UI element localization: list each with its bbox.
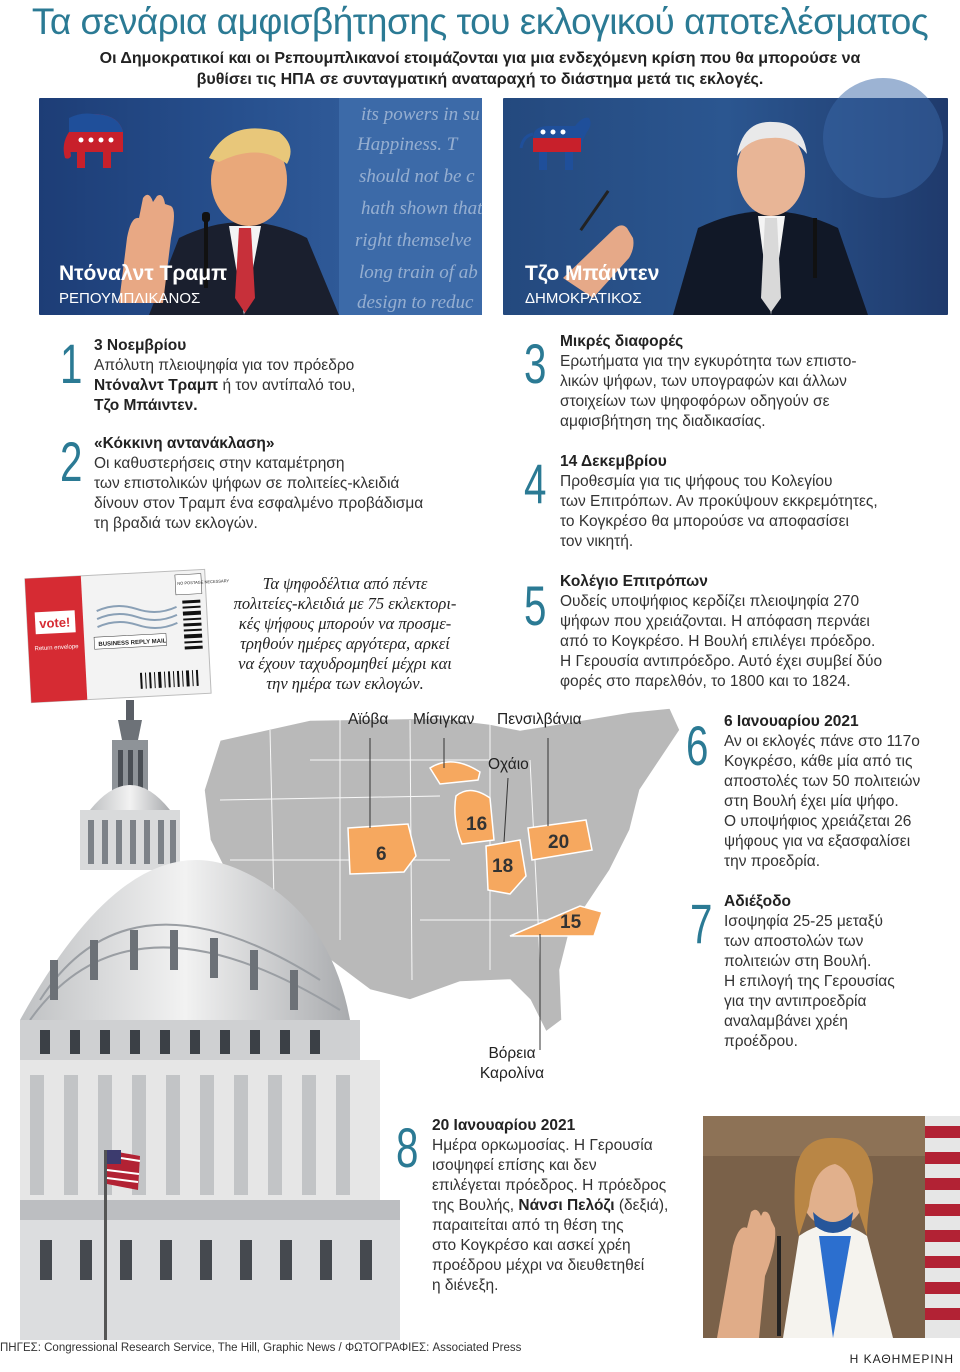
- step-title: Αδιέξοδο: [724, 893, 791, 910]
- step-line: Ουδείς υποψήφιος κερδίζει πλειοψηφία 270: [560, 593, 860, 610]
- donkey-icon: [519, 110, 595, 174]
- step-number: 1: [60, 332, 83, 395]
- step-line: Ντόναλντ Τραμπ ή τον αντίπαλό του,: [94, 377, 356, 394]
- ballot-caption-line: τρηθούν ημέρες αργότερα, αρκεί: [240, 634, 450, 653]
- biden-name: Τζο Μπάιντεν: [525, 262, 660, 285]
- step-line: Ερωτήματα για την εγκυρότητα των επιστο-: [560, 353, 857, 370]
- step-line: λικών ψήφων, των υπογραφών και άλλων: [560, 373, 847, 390]
- step-line: προέδρου μέχρι να διευθετηθεί: [432, 1257, 645, 1274]
- biden-party: ΔΗΜΟΚΡΑΤΙΚΟΣ: [525, 290, 642, 307]
- step-line: των Επιτρόπων. Αν προκύψουν εκκρεμότητες,: [560, 493, 878, 510]
- trump-photo: [39, 98, 482, 315]
- step-title: Κολέγιο Επιτρόπων: [560, 573, 708, 590]
- step-line: ψήφων που χρειάζονται. Η απόφαση περνάει: [560, 613, 870, 630]
- svg-text:Happiness. T: Happiness. T: [357, 134, 458, 155]
- capitol-illustration: [20, 680, 420, 1340]
- step-5: [560, 572, 950, 692]
- ballot-caption: [210, 574, 480, 694]
- return-label: Return envelope: [34, 644, 79, 653]
- biden-bold: Τζο Μπάιντεν.: [94, 397, 198, 414]
- svg-text:should not be c: should not be c: [359, 166, 475, 187]
- state-label-iowa: Αϊόβα: [348, 711, 389, 728]
- step-line: παραιτείται από τη θέση της: [432, 1217, 624, 1234]
- step-number: 8: [396, 1116, 419, 1179]
- step-title: 20 Ιανουαρίου 2021: [432, 1117, 576, 1134]
- step-number: 7: [690, 892, 713, 955]
- step-4: [560, 452, 940, 552]
- step-line: Προθεσμία για τις ψήφους του Κολεγίου: [560, 473, 833, 490]
- postage-label: NO POSTAGE NECESSARY: [177, 578, 230, 586]
- step-number: 5: [524, 574, 547, 637]
- step-line: Αν οι εκλογές πάνε στο 117ο: [724, 733, 920, 750]
- biden-photo: [503, 98, 948, 315]
- step-line: την προεδρία.: [724, 853, 820, 870]
- ballot-caption-line: την ημέρα των εκλογών.: [266, 674, 424, 693]
- votes-michigan: 16: [466, 814, 488, 835]
- step-line: των αποστολών των: [724, 933, 864, 950]
- step-line: [94, 396, 474, 416]
- step-title: 3 Νοεμβρίου: [94, 337, 187, 354]
- step-line: αναλαμβάνει χρέη: [724, 1013, 848, 1030]
- step-line: αμφισβήτηση της διαδικασίας.: [560, 413, 766, 430]
- step-title: 6 Ιανουαρίου 2021: [724, 713, 859, 730]
- step-line: Ισοψηφία 25-25 μεταξύ: [724, 913, 883, 930]
- step-6: [724, 712, 954, 872]
- step-line: η διένεξη.: [432, 1277, 499, 1294]
- state-label-ohio: Οχάιο: [488, 756, 529, 773]
- step-line: ψήφους για να εξασφαλίσει: [724, 833, 911, 850]
- trump-name: Ντόναλντ Τραμπ: [59, 262, 228, 285]
- step-number: 6: [686, 714, 709, 777]
- step-line: στο Κογκρέσο και ασκεί χρέη: [432, 1237, 631, 1254]
- ballot-caption-line: να έχουν ταχυδρομηθεί μέχρι και: [238, 654, 452, 673]
- reply-label: BUSINESS REPLY MAIL: [98, 638, 167, 649]
- step-line: Ημέρα ορκωμοσίας. Η Γερουσία: [432, 1137, 653, 1154]
- step-title: «Κόκκινη αντανάκλαση»: [94, 435, 275, 452]
- svg-text:hath shown that: hath shown that: [361, 198, 483, 219]
- step-line: Η Γερουσία αντιπρόεδρο. Αυτό έχει συμβεί δύο: [560, 653, 883, 670]
- step-line: στη Βουλή έχει μία ψήφο.: [724, 793, 899, 810]
- votes-iowa: 6: [376, 844, 387, 865]
- sources-credit: ΠΗΓΕΣ: Congressional Research Service, The Hill, Graphic News / ΦΩΤΟΓΡΑΦΙΕΣ: Associated Press: [0, 1342, 522, 1354]
- step-number: 4: [524, 452, 547, 515]
- step-line: για την αντιπροεδρία: [724, 993, 867, 1010]
- ballot-caption-line: Τα ψηφοδέλτια από πέντε: [262, 574, 428, 593]
- step-line: Ο υποψήφιος χρειάζεται 26: [724, 813, 912, 830]
- step-title: Μικρές διαφορές: [560, 333, 684, 350]
- elephant-icon: [61, 110, 131, 172]
- step-line: πολιτειών στη Βουλή.: [724, 953, 872, 970]
- state-label-line: Βόρεια: [488, 1045, 536, 1062]
- step-line: από το Κογκρέσο. Η Βουλή επιλέγει πρόεδρο.: [560, 633, 876, 650]
- svg-text:right themselve: right themselve: [355, 230, 472, 251]
- step-line: στοιχείων των ψηφοφόρων οδηγούν σε: [560, 393, 830, 410]
- step-number: 2: [60, 430, 83, 493]
- step-line: ισοψηφεί επίσης και δεν: [432, 1157, 597, 1174]
- step-line: προέδρου.: [724, 1033, 798, 1050]
- step-line: Απόλυτη πλειοψηφία για τον πρόεδρο: [94, 357, 355, 374]
- step-line: Κογκρέσο, κάθε μία από τις: [724, 753, 913, 770]
- votes-ohio: 18: [492, 856, 514, 877]
- page-title: Τα σενάρια αμφισβήτησης του εκλογικού αποτελέσματος: [31, 1, 929, 42]
- svg-text:long train of ab: long train of ab: [359, 262, 478, 283]
- vote-label: vote!: [38, 614, 71, 632]
- step-line: τον νικητή.: [560, 533, 634, 550]
- pelosi-bold: Νάνσι Πελόζι: [518, 1197, 615, 1214]
- state-label-pennsylvania: Πενσιλβάνια: [497, 711, 582, 728]
- trump-bold: Ντόναλντ Τραμπ: [94, 377, 219, 394]
- state-label-michigan: Μίσιγκαν: [413, 711, 475, 728]
- trump-party: ΡΕΠΟΥΜΠΛΙΚΑΝΟΣ: [59, 290, 201, 307]
- step-title: 14 Δεκεμβρίου: [560, 453, 667, 470]
- step-line: δίνουν στον Τραμπ ένα εσφαλμένο προβάδισμα: [94, 495, 424, 512]
- step-number: 3: [524, 332, 547, 395]
- publisher-logo: Η ΚΑΘΗΜΕΡΙΝΗ: [849, 1352, 954, 1366]
- step-line: επιλέγεται πρόεδρος. Η πρόεδρος: [432, 1177, 667, 1194]
- step-1: [94, 336, 474, 416]
- step-line: της Βουλής, Νάνσι Πελόζι (δεξιά),: [432, 1197, 669, 1214]
- step-line: Η επιλογή της Γερουσίας: [724, 973, 895, 990]
- ballot-caption-line: κές ψήφους μπορούν να προσμε-: [238, 614, 452, 633]
- votes-north-carolina: 15: [560, 912, 582, 933]
- svg-text:its powers in su: its powers in su: [361, 104, 480, 125]
- page-subtitle: Οι Δημοκρατικοί και οι Ρεπουμπλικανοί ετοιμάζονται για μια ενδεχόμενη κρίση που θα μπορούσε να βυθίσει τις ΗΠΑ σε συνταγματική αναταραχή το διάστημα μετά τις εκλογές.: [99, 50, 861, 88]
- step-line: φορές στο παρελθόν, το 1800 και το 1824.: [560, 673, 851, 690]
- state-label-line: Καρολίνα: [479, 1065, 545, 1082]
- step-line: Οι καθυστερήσεις στην καταμέτρηση: [94, 455, 345, 472]
- ballot-caption-line: πολιτείες-κλειδιά με 75 εκλεκτορι-: [233, 594, 457, 613]
- votes-pennsylvania: 20: [548, 832, 570, 853]
- step-line: το Κογκρέσο θα μπορούσε να αποφασίσει: [560, 513, 849, 530]
- step-line: των επιστολικών ψήφων σε πολιτείες-κλειδιά: [94, 475, 400, 492]
- svg-text:design to reduc: design to reduc: [357, 292, 474, 313]
- step-line: αποστολές των 50 πολιτειών: [724, 773, 921, 790]
- step-3: [560, 332, 940, 432]
- step-7: [724, 892, 954, 1052]
- step-8: [432, 1116, 702, 1296]
- pelosi-photo: [703, 1116, 960, 1338]
- state-label-north-carolina: [452, 1044, 572, 1084]
- step-2: [94, 434, 474, 534]
- step-line: τη βραδιά των εκλογών.: [94, 515, 258, 532]
